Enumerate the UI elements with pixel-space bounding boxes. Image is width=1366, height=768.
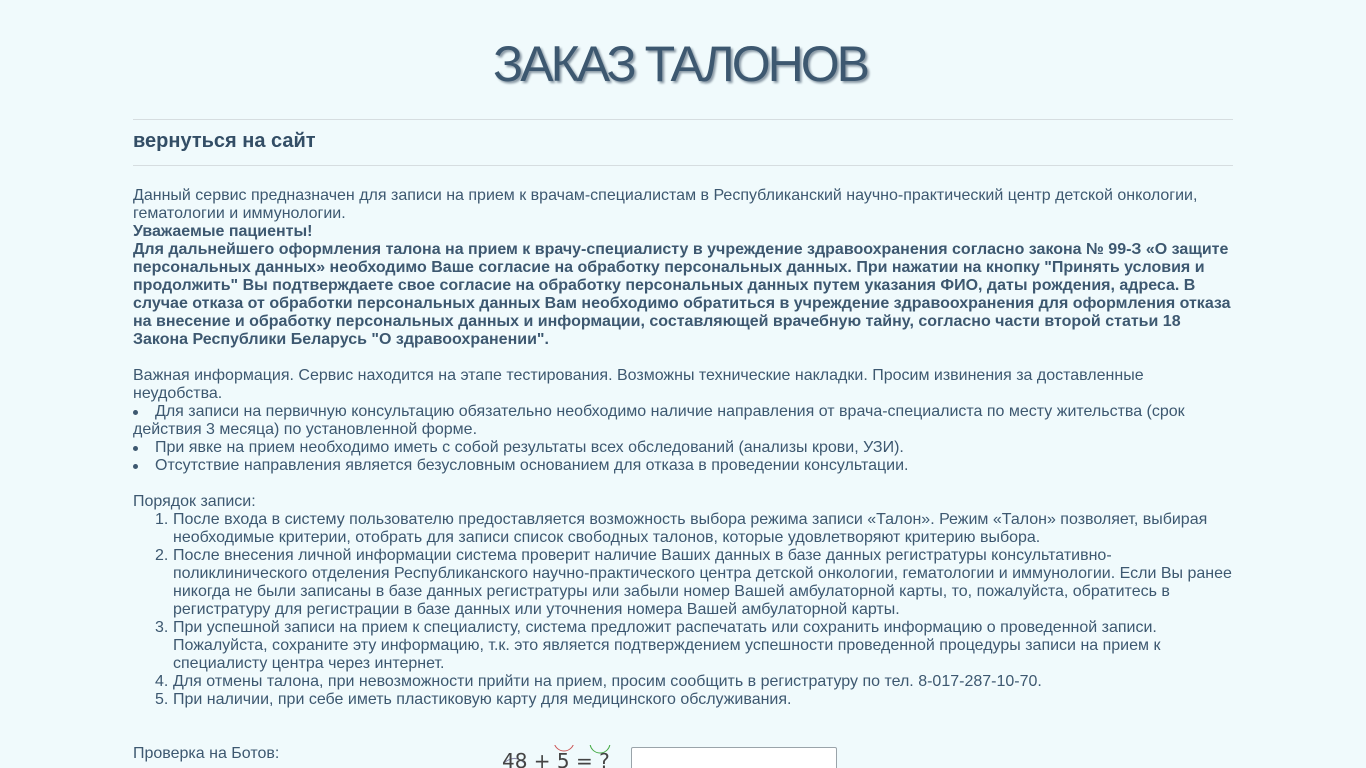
- list-item: Отсутствие направления является безусловным основанием для отказа в проведении консультации.: [133, 457, 1233, 475]
- bullet-icon: [133, 464, 138, 469]
- procedure-heading: Порядок записи:: [133, 493, 256, 510]
- back-to-site-link[interactable]: вернуться на сайт: [133, 130, 316, 152]
- captcha-label: Проверка на Ботов:: [133, 745, 280, 762]
- list-item: Для записи на первичную консультацию обязательно необходимо наличие направления от врача-специалиста по месту жительства (срок действия 3 месяца) по установленной форме.: [133, 403, 1185, 438]
- divider-top: [133, 119, 1233, 120]
- info-content: [133, 187, 1233, 709]
- list-item: 5. При наличии, при себе иметь пластиковую карту для медицинского обслуживания.: [155, 691, 792, 708]
- important-list: [133, 403, 1233, 475]
- divider-bottom: [133, 165, 1233, 166]
- bullet-icon: [133, 446, 138, 451]
- important-notice: Важная информация. Сервис находится на этапе тестирования. Возможны технические накладки. Просим извинения за доставленные неудобства.: [133, 367, 1144, 402]
- captcha-image: [496, 745, 626, 768]
- list-item: 1. После входа в систему пользователю предоставляется возможность выбора режима записи «Талон». Режим «Талон» позволяет, выбирая необходимые критерии, отобрать для записи список свободных талонов, которые удовлетворяют критерию выбора.: [155, 511, 1208, 546]
- list-item: 4. Для отмены талона, при невозможности прийти на прием, просим сообщить в регистратуру по тел. 8-017-287-10-70.: [155, 673, 1042, 690]
- captcha-row: [133, 745, 1233, 768]
- captcha-challenge: 48 + 5 = ?: [502, 749, 610, 768]
- list-item: 3. При успешной записи на прием к специалисту, система предложит распечатать или сохранить информацию о проведенной записи. Пожалуйста, сохраните эту информацию, т.к. это является подтверждением успешности проведенной процедуры записи на прием к специалисту центра через интернет.: [155, 619, 1161, 672]
- bullet-icon: [133, 410, 138, 415]
- consent-text: Для дальнейшего оформления талона на прием к врачу-специалисту в учреждение здравоохранения согласно закона № 99-З «О защите персональных данных» необходимо Ваше согласие на обработку персональных данных. При нажатии на кнопку "Принять условия и продолжить" Вы подтверждаете свое согласие на обработку персональных данных путем указания ФИО, даты рождения, адреса. В случае отказа от обработки персональных данных Вам необходимо обратиться в учреждение здравоохранения для оформления отказа на внесение и обработку персональных данных и информации, составляющей врачебную тайну, согласно части второй статьи 18 Закона Республики Беларусь "О здравоохранении".: [133, 241, 1231, 348]
- procedure-list: [133, 511, 1233, 709]
- captcha-input[interactable]: [631, 747, 837, 768]
- page-title: ЗАКАЗ ТАЛОНОВ: [493, 36, 867, 92]
- list-item: 2. После внесения личной информации система проверит наличие Ваших данных в базе данных регистратуры консультативно-поликлинического отделения Республиканского научно-практического центра детской онкологии, гематологии и иммунологии. Если Вы ранее никогда не были записаны в базе данных регистратуры или забыли номер Вашей амбулаторной карты, то, пожалуйста, обратитесь в регистратуру для регистрации в базе данных или уточнения номера Вашей амбулаторной карты.: [155, 547, 1232, 618]
- service-description: Данный сервис предназначен для записи на прием к врачам-специалистам в Республиканский научно-практический центр детской онкологии, гематологии и иммунологии.: [133, 187, 1198, 222]
- list-item: При явке на прием необходимо иметь с собой результаты всех обследований (анализы крови, УЗИ).: [133, 439, 1233, 457]
- greeting-text: Уважаемые пациенты!: [133, 223, 313, 240]
